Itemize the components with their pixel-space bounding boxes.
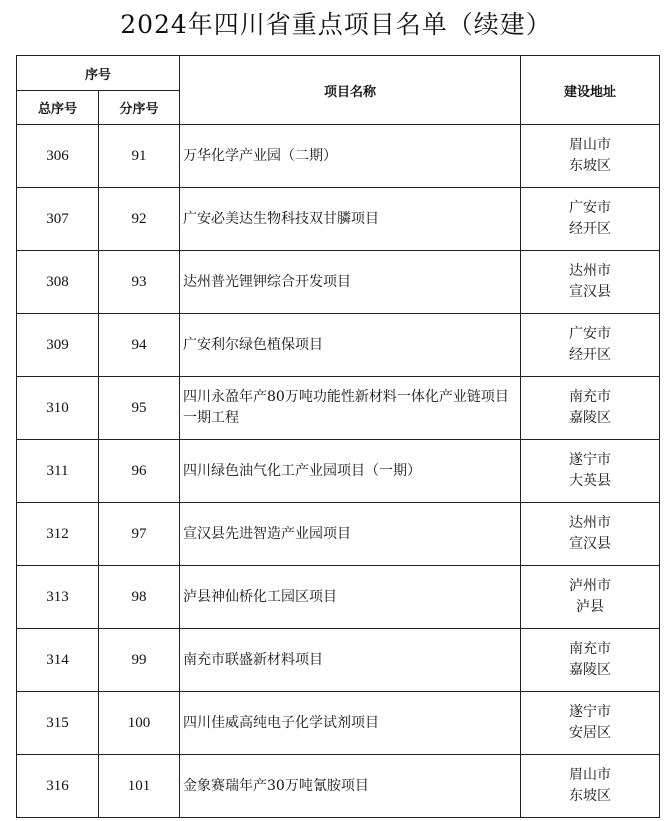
location-cell [521,755,660,818]
location-cell [521,503,660,566]
project-name-cell: 泸县神仙桥化工园区项目 [180,566,521,629]
total-seq-cell: 313 [17,566,99,629]
project-name-cell: 宣汉县先进智造产业园项目 [180,503,521,566]
location-city: 广安市 [569,326,612,342]
location-city: 南充市 [569,641,612,657]
location-city: 泸州市 [569,578,612,594]
total-seq-cell: 307 [17,188,99,251]
table-row [17,566,660,629]
project-name-cell: 四川永盈年产80万吨功能性新材料一体化产业链项目一期工程 [180,377,521,440]
total-seq-cell: 314 [17,629,99,692]
total-seq-cell: 312 [17,503,99,566]
location-city: 南充市 [569,389,612,405]
sub-seq-cell: 93 [99,251,180,314]
location-cell [521,188,660,251]
project-name-cell: 四川佳威高纯电子化学试剂项目 [180,692,521,755]
table-row [17,125,660,188]
project-name-cell: 广安利尔绿色植保项目 [180,314,521,377]
project-name-cell: 达州普光锂钾综合开发项目 [180,251,521,314]
project-name-cell: 万华化学产业园（二期） [180,125,521,188]
location-district: 安居区 [569,725,612,741]
project-name-cell: 广安必美达生物科技双甘膦项目 [180,188,521,251]
header-sub-seq: 分序号 [99,91,180,125]
location-cell [521,377,660,440]
table-row [17,377,660,440]
location-district: 东坡区 [569,788,612,804]
table-row [17,251,660,314]
location-city: 遂宁市 [569,452,612,468]
sub-seq-cell: 96 [99,440,180,503]
location-cell [521,125,660,188]
table-row [17,314,660,377]
location-district: 嘉陵区 [569,410,612,426]
location-district: 大英县 [569,473,612,489]
project-name-cell: 南充市联盛新材料项目 [180,629,521,692]
location-city: 达州市 [569,263,612,279]
table-row [17,629,660,692]
table-row [17,188,660,251]
sub-seq-cell: 97 [99,503,180,566]
total-seq-cell: 306 [17,125,99,188]
header-seq-group: 序号 [17,56,180,91]
location-city: 眉山市 [569,767,612,783]
total-seq-cell: 310 [17,377,99,440]
location-cell [521,314,660,377]
table-row [17,692,660,755]
table-row [17,440,660,503]
location-city: 眉山市 [569,137,612,153]
header-location: 建设地址 [521,56,660,125]
sub-seq-cell: 92 [99,188,180,251]
project-name-cell: 金象赛瑞年产30万吨氰胺项目 [180,755,521,818]
sub-seq-cell: 95 [99,377,180,440]
total-seq-cell: 308 [17,251,99,314]
sub-seq-cell: 94 [99,314,180,377]
location-cell [521,566,660,629]
location-district: 嘉陵区 [569,662,612,678]
total-seq-cell: 316 [17,755,99,818]
table-row [17,755,660,818]
location-district: 经开区 [569,221,612,237]
total-seq-cell: 309 [17,314,99,377]
location-district: 宣汉县 [569,536,612,552]
project-table [16,55,660,818]
total-seq-cell: 311 [17,440,99,503]
total-seq-cell: 315 [17,692,99,755]
location-district: 经开区 [569,347,612,363]
project-name-cell: 四川绿色油气化工产业园项目（一期） [180,440,521,503]
page-title: 2024年四川省重点项目名单（续建） [120,10,552,39]
sub-seq-cell: 101 [99,755,180,818]
sub-seq-cell: 99 [99,629,180,692]
location-cell [521,440,660,503]
location-city: 遂宁市 [569,704,612,720]
location-district: 东坡区 [569,158,612,174]
location-cell [521,629,660,692]
header-project-name: 项目名称 [180,56,521,125]
sub-seq-cell: 98 [99,566,180,629]
header-total-seq: 总序号 [17,91,99,125]
location-city: 达州市 [569,515,612,531]
location-district: 泸县 [576,599,605,615]
location-city: 广安市 [569,200,612,216]
sub-seq-cell: 91 [99,125,180,188]
location-cell [521,251,660,314]
sub-seq-cell: 100 [99,692,180,755]
location-cell [521,692,660,755]
table-row [17,503,660,566]
location-district: 宣汉县 [569,284,612,300]
